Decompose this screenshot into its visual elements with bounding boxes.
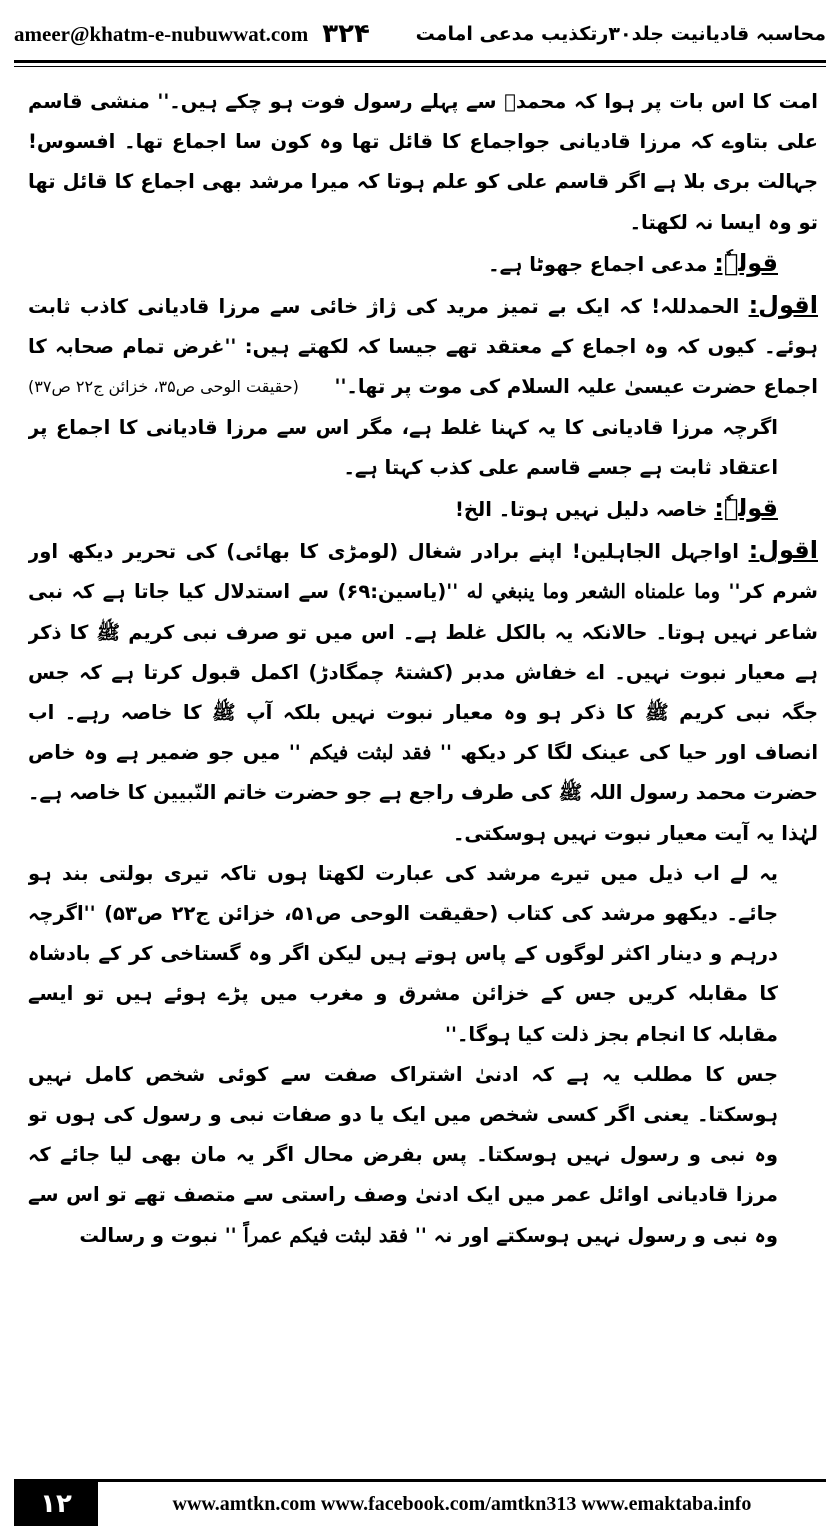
header-book-title: محاسبہ قادیانیت جلد۳۰رتکذیب مدعی امامت	[415, 23, 826, 45]
aqool-2	[28, 530, 818, 854]
paragraph-4-text-b: '' نبوت و رسالت	[79, 1223, 237, 1247]
footer-page-number: ۱۲	[14, 1482, 98, 1526]
footer-urls: www.amtkn.com www.facebook.com/amtkn313 www.emaktaba.info	[172, 1492, 752, 1515]
qaul-2-text: خاصہ دلیل نہیں ہوتا۔ الخ!	[454, 498, 708, 522]
arabic-quote-1: وما علمناه الشعر وما ينبغي له	[466, 580, 721, 604]
header-rule	[14, 60, 826, 63]
paragraph-4-text-a: جس کا مطلب یہ ہے کہ ادنیٰ اشتراک صفت سے کوئی شخص کامل نہیں ہوسکتا۔ یعنی اگر کسی شخص میں ایک یا دو صفات نبی و رسول کی ہوں تو وہ نبی و رسول نہیں ہوسکتا۔ پس بفرض محال اگر یہ مان بھی لیا جائے کہ مرزا قادیانی اوائل عمر میں ایک ادنیٰ وصف راستی سے متصف تھے تو اس سے وہ نبی و رسول نہیں ہوسکتے اور نہ ''	[28, 1062, 778, 1247]
aqool-2-text-a: اواجہل الجاہلین! اپنے برادر شغال (لومڑی کا بھائی) کی تحریر دیکھ اور شرم کر''	[28, 540, 818, 604]
paragraph-4	[28, 1055, 818, 1256]
aqool-2-label: اقول:	[748, 536, 818, 565]
page-header	[14, 14, 826, 54]
aqool-1-label: اقول:	[748, 291, 818, 320]
arabic-quote-3: فقد لبثت فيكم عمراً	[243, 1223, 409, 1247]
header-email: ameer@khatm-e-nubuwwat.com	[14, 21, 309, 46]
header-left	[14, 19, 370, 49]
qaul-1	[28, 243, 818, 285]
paragraph-3: یہ لے اب ذیل میں تیرے مرشد کی عبارت لکھتا ہوں تاکہ تیری بولتی بند ہو جائے۔ دیکھو مرشد کی کتاب (حقیقت الوحی ص۵۱، خزائن ج۲۲ ص۵۳) ''اگرچہ درہم و دینار اکثر لوگوں کے پاس ہوتے ہیں لیکن اگر وہ گستاخی کر کے بادشاہ کا مقابلہ کریں جس کے خزائن مشرق و مغرب میں پڑے ہوئے ہیں تو ایسے مقابلہ کا انجام بجز ذلت کیا ہوگا۔''	[28, 861, 778, 1046]
arabic-quote-2: فقد لبثت فيكم	[309, 741, 432, 765]
aqool-2-text-c: '' میں جو ضمیر ہے وہ خاص حضرت محمد رسول اللہ ﷺ کی طرف راجع ہے جو حضرت خاتم النّبیین کا خاصہ ہے۔ لہٰذا یہ آیت معیار نبوت نہیں ہوسکتی۔	[28, 741, 818, 845]
header-page-number: ۳۲۴	[322, 19, 370, 49]
paragraph-2: اگرچہ مرزا قادیانی کا یہ کہنا غلط ہے، مگر اس سے مرزا قادیانی کا اجماع پر اعتقاد ثابت ہے جسے قاسم علی کذب کہتا ہے۔	[28, 415, 778, 479]
aqool-2-text-b: ''(یاسین:۶۹) سے استدلال کیا جاتا ہے کہ نبی شاعر نہیں ہوتا۔ حالانکہ یہ بالکل غلط ہے۔ اس میں تو صرف نبی کریم ﷺ کا ذکر ہے معیار نبوت نہیں۔ اے خفاش مدبر (کشتۂ چمگادڑ) اکمل قبول کرتا ہے کہ جس جگہ نبی کریم ﷺ کا ذکر ہو وہ معیار نبوت نہیں بلکہ آپ ﷺ کا خاصہ رہے۔ اب انصاف اور حیا کی عینک لگا کر دیکھ ''	[28, 580, 818, 765]
header-rule-thin	[14, 66, 826, 67]
reference-1: (حقیقت الوحی ص۳۵، خزائن ج۲۲ ص۳۷)	[28, 377, 299, 397]
qaul-2-label: قولہٗ:	[714, 494, 778, 523]
qaul-1-text: مدعی اجماع جھوٹا ہے۔	[488, 252, 708, 276]
paragraph-1: امت کا اس بات پر ہوا کہ محمدؐ سے پہلے رسول فوت ہو چکے ہیں۔'' منشی قاسم علی بتاوے کہ مرزا قادیانی جواجماع کا قائل تھا وہ کون سا اجماع تھا۔ افسوس! جہالت بری بلا ہے اگر قاسم علی کو علم ہوتا کہ میرا مرشد بھی اجماع کا قائل تھا تو وہ ایسا نہ لکھتا۔	[28, 90, 818, 234]
aqool-1	[28, 285, 818, 408]
aqool-1-text: الحمدللہ! کہ ایک بے تمیز مرید کی ژاژ خائی سے مرزا قادیانی کاذب ثابت ہوئے۔ کیوں کہ وہ اجماع کے معتقد تھے جیسا کہ لکھتے ہیں: ''غرض تمام صحابہ کا اجماع حضرت عیسیٰ علیہ السلام کی موت پر تھا۔''	[28, 295, 818, 399]
qaul-2	[28, 488, 818, 530]
page-footer	[14, 1479, 826, 1526]
qaul-1-label: قولہٗ:	[714, 248, 778, 277]
page-body	[28, 82, 818, 1470]
